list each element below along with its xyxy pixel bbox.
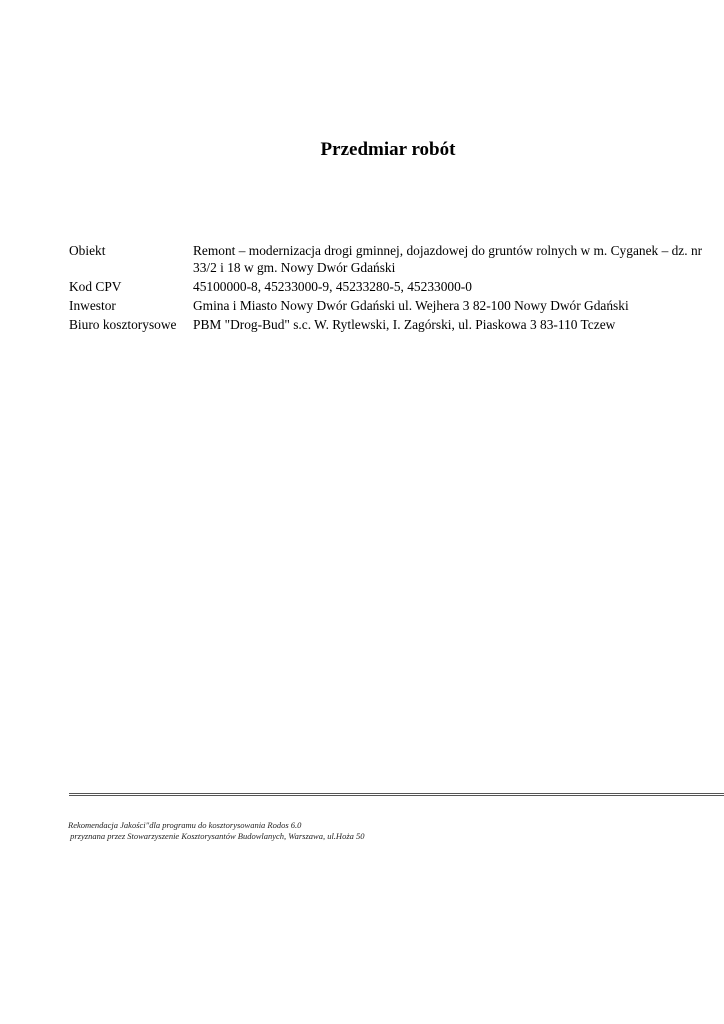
info-row-obiekt — [69, 242, 709, 276]
info-table — [69, 242, 709, 335]
info-label: Inwestor — [69, 298, 116, 313]
info-label: Kod CPV — [69, 279, 122, 294]
footer-note — [68, 820, 365, 842]
footer-line-2: przyznana przez Stowarzyszenie Kosztorysantów Budowlanych, Warszawa, ul.Hoża 50 — [68, 831, 365, 841]
info-value: PBM "Drog-Bud" s.c. W. Rytlewski, I. Zagórski, ul. Piaskowa 3 83-110 Tczew — [193, 317, 616, 332]
page-title: Przedmiar robót — [320, 139, 456, 160]
info-value: Remont – modernizacja drogi gminnej, dojazdowej do gruntów rolnych w m. Cyganek – dz. nr 33/2 i 18 w gm. Nowy Dwór Gdański — [193, 243, 703, 275]
info-value: Gmina i Miasto Nowy Dwór Gdański ul. Wejhera 3 82-100 Nowy Dwór Gdański — [193, 298, 629, 313]
footer-line-1: Rekomendacja Jakości"dla programu do kosztorysowania Rodos 6.0 — [68, 820, 302, 830]
info-label: Obiekt — [69, 243, 106, 258]
footer-divider — [69, 793, 724, 796]
info-row-inwestor — [69, 297, 709, 314]
info-row-kod-cpv — [69, 278, 709, 295]
info-row-biuro-kosztorysowe — [69, 316, 709, 333]
info-value: 45100000-8, 45233000-9, 45233280-5, 45233000-0 — [193, 279, 472, 294]
info-label: Biuro kosztorysowe — [69, 317, 177, 332]
